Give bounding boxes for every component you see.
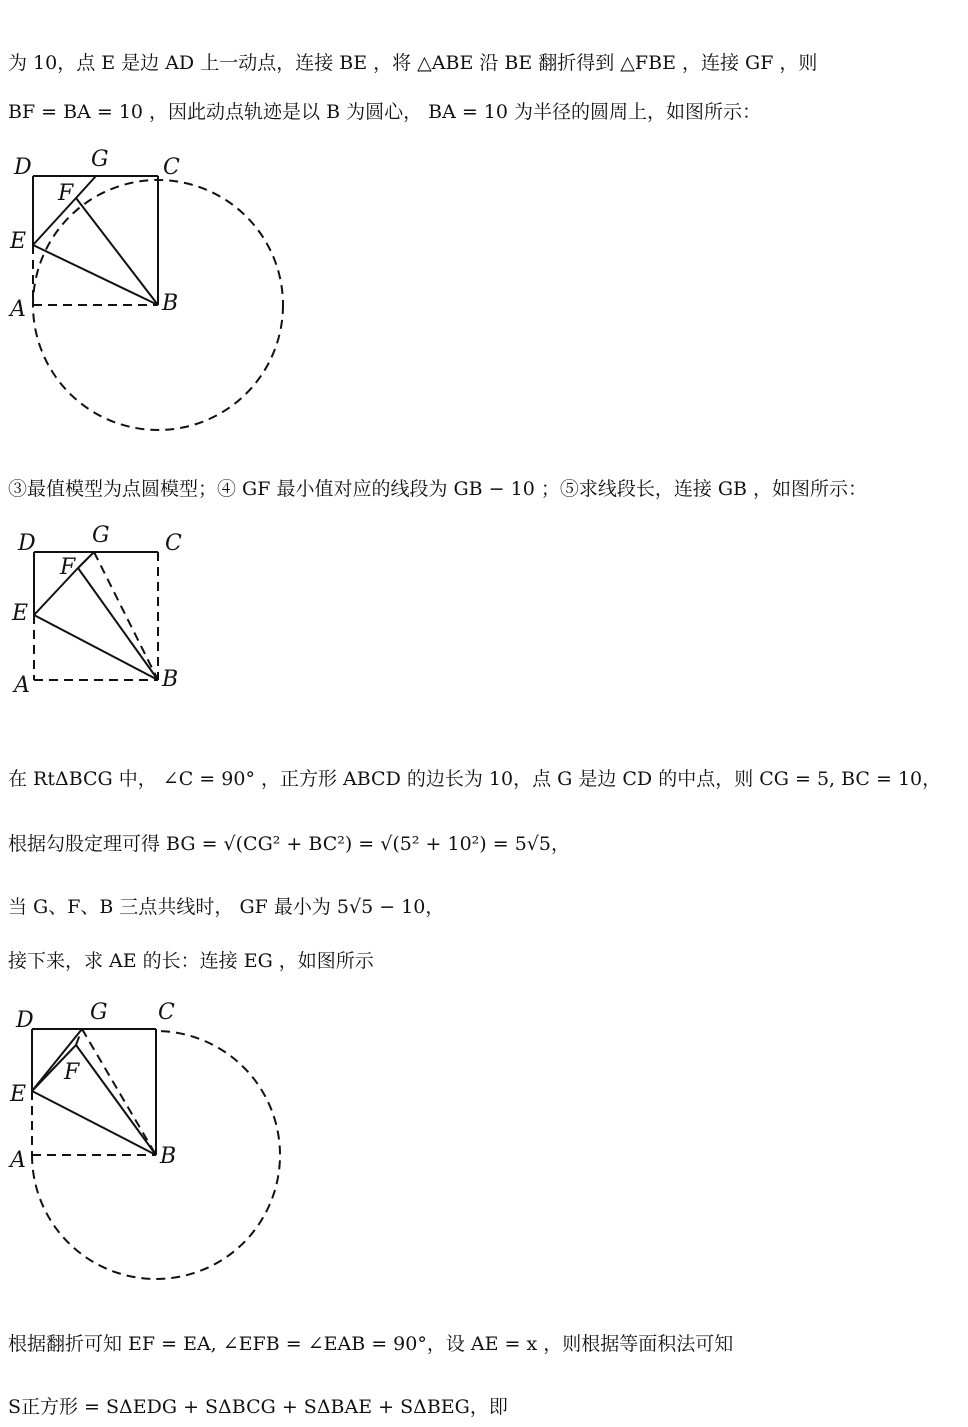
fig2-label-a: A <box>14 673 30 698</box>
text-line-1: 为 10，点 E 是边 AD 上一动点，连接 BE ，将 △ABE 沿 BE 翻折得到 △FBE ，连接 GF ，则 <box>8 52 818 74</box>
figure-2 <box>0 520 200 700</box>
text-line-4: 在 RtΔBCG 中， ∠C = 90° ，正方形 ABCD 的边长为 10，点 G 是边 CD 的中点，则 CG = 5, BC = 10， <box>8 768 942 790</box>
fig3-label-d: D <box>16 1008 34 1033</box>
text-line-7: 接下来，求 AE 的长：连接 EG ，如图所示 <box>8 950 374 972</box>
text-line-6: 当 G、F、B 三点共线时， GF 最小为 5√5 − 10， <box>8 896 445 918</box>
text-line-2: BF = BA = 10 ，因此动点轨迹是以 B 为圆心， BA = 10 为半径的圆周上，如图所示： <box>8 101 762 123</box>
text-line-8: 根据翻折可知 EF = EA, ∠EFB = ∠EAB = 90°，设 AE = x ，则根据等面积法可知 <box>8 1333 734 1355</box>
fig2-label-c: C <box>165 531 182 556</box>
fig2-label-d: D <box>18 531 36 556</box>
fig2-label-f: F <box>60 555 76 580</box>
fig1-label-f: F <box>58 181 74 206</box>
fig1-label-d: D <box>14 155 32 180</box>
fig3-label-b: B <box>160 1144 177 1169</box>
fig1-label-a: A <box>10 297 26 322</box>
text-line-5: 根据勾股定理可得 BG = √(CG² + BC²) = √(5² + 10²) = 5√5， <box>8 833 570 855</box>
fig1-label-e: E <box>10 229 27 254</box>
text-line-3: ③最值模型为点圆模型；④ GF 最小值对应的线段为 GB − 10 ；⑤求线段长，连接 GB ，如图所示： <box>8 478 868 500</box>
fig2-label-e: E <box>12 601 29 626</box>
fig3-label-c: C <box>158 1000 175 1025</box>
fig3-label-e: E <box>10 1082 27 1107</box>
fig1-label-b: B <box>162 291 179 316</box>
fig3-label-f: F <box>64 1060 80 1085</box>
text-line-9: S正方形 = SΔEDG + SΔBCG + SΔBAE + SΔBEG，即 <box>8 1396 508 1418</box>
fig3-label-a: A <box>10 1148 26 1173</box>
fig1-label-g: G <box>91 147 109 172</box>
figure-3 <box>0 995 300 1265</box>
fig1-label-c: C <box>163 155 180 180</box>
fig2-label-g: G <box>92 523 110 548</box>
fig2-label-b: B <box>162 667 179 692</box>
fig3-label-g: G <box>90 1000 108 1025</box>
figure-1 <box>0 140 300 450</box>
